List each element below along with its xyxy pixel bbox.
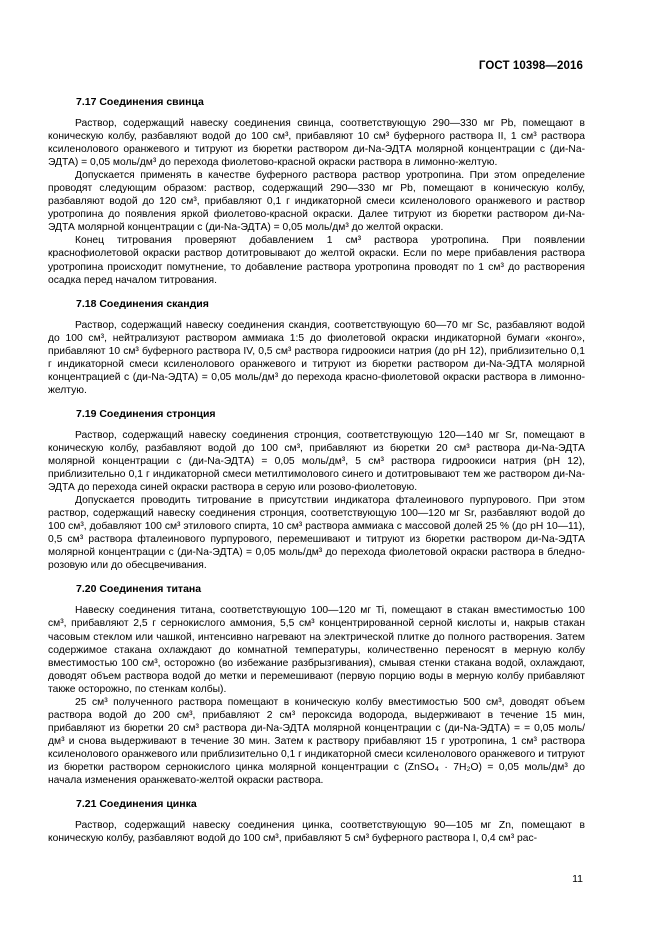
section-heading: 7.20 Соединения титана <box>76 583 202 596</box>
paragraph: Раствор, содержащий навеску соединения стронция, соответствующую 120—140 мг Sr, помещают в коническую колбу, разбавляют водой до 100 см³, прибавляют из бюретки 20 см³ раствора ди-Na-ЭДТА молярной концентрации с (ди-Na-ЭДТА) = 0,05 моль/дм³, 5 см³ раствора гидроокиси натрия (pH 12), приблизительно 0,1 г индикаторной смеси метилтимолового синего и дотитровывают тем же раствором ди-Na-ЭДТА до перехода синей окраски раствора в серую или розово-фиолетовую. <box>48 429 585 494</box>
document-body <box>48 96 585 845</box>
document-standard-id: ГОСТ 10398—2016 <box>478 60 583 72</box>
paragraph: Раствор, содержащий навеску соединения свинца, соответствующую 290—330 мг Pb, помещают в коническую колбу, разбавляют водой до 100 см³, прибавляют 10 см³ буферного раствора II, 1 см³ раствора ксиленолового оранжевого и титруют из бюретки раствором ди-Na-ЭДТА молярной концентрации с (ди-Na-ЭДТА) = 0,05 моль/дм³ до перехода фиолетово-красной окраски раствора в лимонно-желтую. <box>48 118 585 169</box>
paragraph: 25 см³ полученного раствора помещают в коническую колбу вместимостью 500 см³, доводят объем раствора водой до 200 см³, прибавляют 2 см³ пероксида водорода, выдерживают в течение 15 мин, прибавляют из бюретки 20 см³ раствора ди-Na-ЭДТА молярной концентрации с (ди-Na-ЭДТА) = = 0,05 моль/дм³ и снова выдерживают в течение 30 мин. Затем к раствору прибавляют 15 г уротропина, 1 см³ раствора ксиленолового оранжевого или приблизительно 0,1 г индикаторной смеси ксиленолового оранжевого и титруют из бюретки раствором сернокислого цинка молярной концентрации с (ZnSO₄ · 7H₂O) = 0,05 моль/дм³ до начала изменения оранжевато-желтой окраски раствора. <box>48 696 585 787</box>
paragraph: Навеску соединения титана, соответствующую 100—120 мг Ti, помещают в стакан вместимостью 100 см³, прибавляют 2,5 г сернокислого аммония, 5,5 см³ концентрированной серной кислоты и, накрыв стакан часовым стеклом или чашкой, интенсивно нагревают на электрической плитке до полного растворения. Затем содержимое стакана охлаждают до комнатной температуры, количественно переносят в мерную колбу вместимостью 100 см³, осторожно (во избежание разбрызгивания), смывая стенки стакана водой, охлаждают, доводят объем раствора водой до метки и перемешивают (первую порцию воды в мерную колбу прибавляют также осторожно, по стенкам колбы). <box>48 605 585 695</box>
section-heading: 7.18 Соединения скандия <box>76 297 209 310</box>
section-heading: 7.19 Соединения стронция <box>76 407 216 420</box>
page-number: 11 <box>572 873 583 885</box>
paragraph: Допускается применять в качестве буферного раствора раствор уротропина. При этом определение проводят следующим образом: раствор, содержащий 290—330 мг Pb, помещают в коническую колбу, разбавляют водой до 120 см³, прибавляют 0,1 г индикаторной смеси ксиленолового оранжевого и раствор уротропина до появления яркой фиолетово-красной окраски. Далее титруют из бюретки раствором ди-Na-ЭДТА молярной концентрации с (ди-Na-ЭДТА) = 0,05 моль/дм³ до желтой окраски. <box>48 170 585 234</box>
section-7-17 <box>48 96 585 287</box>
section-7-20 <box>48 583 585 787</box>
section-7-19 <box>48 408 585 573</box>
paragraph: Конец титрования проверяют добавлением 1 см³ раствора уротропина. При появлении краснофиолетовой окраски раствор дотитровывают до желтой окраски. Если по мере прибавления раствора уротропина происходит помутнение, то добавление раствора уротропина проводят по 1 см³ до растворения осадка перед началом титрования. <box>48 235 585 286</box>
section-7-18 <box>48 298 585 397</box>
paragraph: Допускается проводить титрование в присутствии индикатора фталеинового пурпурового. При этом раствор, содержащий навеску соединения стронция, соответствующую 100—120 мг Sr, разбавляют водой до 100 см³, добавляют 100 см³ этилового спирта, 10 см³ раствора аммиака с массовой долей 25 % (до pH 10—11), 0,5 см³ раствора фталеинового пурпурового, перемешивают и титруют из бюретки раствором ди-Na-ЭДТА молярной концентрации с (ди-Na-ЭДТА) = 0,05 моль/дм³ до перехода фиолетовой окраски раствора в бледно-розовую или до обесцвечивания. <box>48 495 585 572</box>
paragraph: Раствор, содержащий навеску соединения цинка, соответствующую 90—105 мг Zn, помещают в коническую колбу, разбавляют водой до 100 см³, прибавляют 5 см³ буферного раствора I, 0,4 см³ рас- <box>48 820 585 845</box>
paragraph: Раствор, содержащий навеску соединения скандия, соответствующую 60—70 мг Sc, разбавляют водой до 100 см³, нейтрализуют раствором аммиака 1:5 до фиолетовой окраски индикаторной бумаги «конго», прибавляют 10 см³ буферного раствора IV, 0,5 см³ раствора гидроокиси натрия (до pH 12), приблизительно 0,1 г индикаторной смеси ксиленолового оранжевого и титруют из бюретки раствором ди-Na-ЭДТА молярной концентрацией с (ди-Na-ЭДТА) = 0,05 моль/дм³ до перехода красно-фиолетовой окраски раствора в лимонно-желтую. <box>48 319 585 396</box>
section-7-21 <box>48 798 585 845</box>
section-heading: 7.21 Соединения цинка <box>76 798 197 811</box>
section-heading: 7.17 Соединения свинца <box>76 96 204 108</box>
